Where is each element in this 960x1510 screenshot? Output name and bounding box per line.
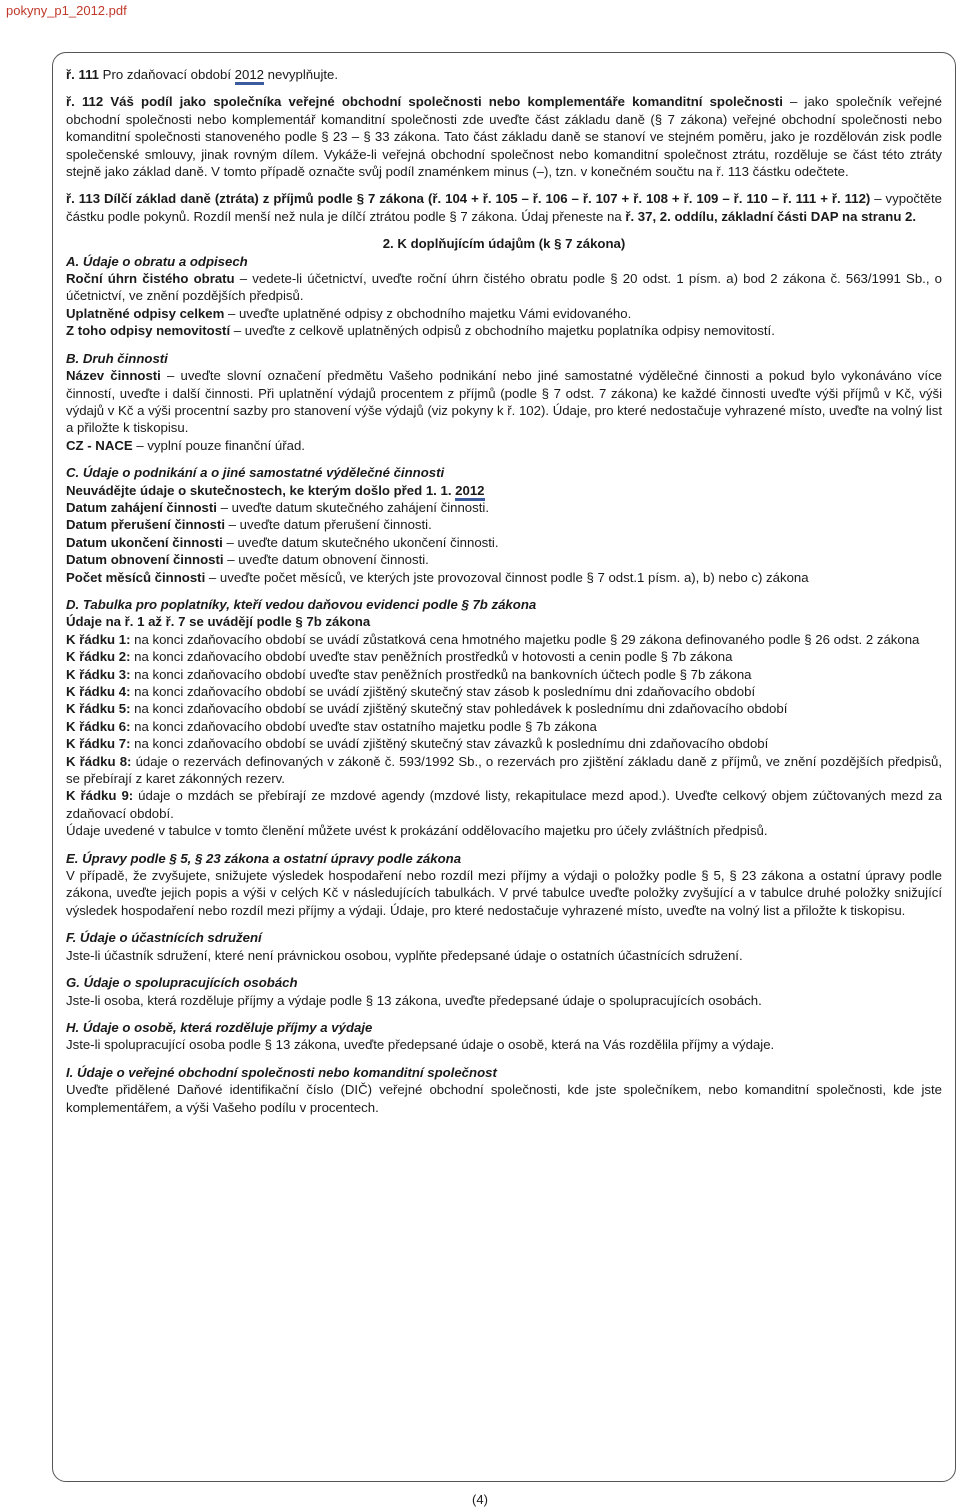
section-b-heading: B. Druh činnosti: [66, 350, 168, 366]
file-title: pokyny_p1_2012.pdf: [6, 3, 127, 18]
r111-year: 2012: [235, 67, 264, 85]
c-item: [66, 569, 942, 586]
d-row: [66, 683, 942, 700]
c-item-bold: Datum přerušení činnosti: [66, 517, 226, 533]
r113-text: – vypočtěte částku podle pokynů. Rozdíl menší než nula je dílčí ztrátou podle § 7 zákona. Údaj přeneste na: [66, 191, 943, 224]
d-row-text: na konci zdaňovacího období uveďte stav peněžních prostředků v hotovosti a cenin podle § 7b zákona: [130, 649, 733, 665]
d-row: [66, 753, 942, 788]
c-item-text: – uveďte počet měsíců, ve kterých jste provozoval činnost podle § 7 odst.1 písm. a), b) nebo c) zákona: [205, 569, 809, 585]
d-row-bold: K řádku 1:: [66, 631, 131, 647]
section-e-heading: E. Úpravy podle § 5, § 23 zákona a ostatní úpravy podle zákona: [66, 850, 462, 866]
d-row-bold: K řádku 7:: [66, 736, 131, 752]
r111-tail: nevyplňujte.: [264, 67, 339, 82]
a-line2-text: – uveďte uplatněné odpisy z obchodního majetku Vámi evidovaného.: [224, 305, 632, 321]
d-row: [66, 666, 942, 683]
d-row-text: na konci zdaňovacího období se uvádí zůstatková cena hmotného majetku podle § 29 zákona definovaného podle § 26 odst. 2 zákona: [130, 631, 920, 647]
b-line2-bold: CZ - NACE: [66, 437, 133, 453]
d-row-bold: K řádku 3:: [66, 666, 131, 682]
section-f-heading: F. Údaje o účastnících sdružení: [66, 930, 262, 946]
section-c-heading: C. Údaje o podnikání a o jiné samostatné výdělečné činnosti: [66, 465, 445, 481]
section2-title-text: 2. K doplňujícím údajům (k § 7 zákona): [382, 236, 626, 252]
i-text: Uveďte přidělené Daňové identifikační číslo (DIČ) veřejné obchodní společnosti, kde jste společníkem, nebo komanditní společnosti, kde jste komplementářem, a výši Vašeho podílu v procentech.: [66, 1082, 942, 1115]
section-g-heading: G. Údaje o spolupracujících osobách: [66, 975, 298, 991]
a-line2-bold: Uplatněné odpisy celkem: [66, 305, 225, 321]
r113-paragraph: [66, 190, 942, 225]
b-line1-bold: Název činnosti: [66, 368, 161, 384]
r113-bold: ř. 113 Dílčí základ daně (ztráta) z příjmů podle § 7 zákona (ř. 104 + ř. 105 – ř. 106 – ř. 107 + ř. 108 + ř. 109 – ř. 110 – ř. 111 + ř. 112): [66, 191, 871, 207]
r113-bold2: ř. 37, 2. oddílu, základní části DAP na stranu 2.: [625, 208, 917, 224]
d-row: [66, 631, 942, 648]
c-item-bold: Datum ukončení činnosti: [66, 534, 223, 550]
a-line3: [66, 322, 942, 339]
page-number: (4): [472, 1492, 488, 1507]
c-item: [66, 534, 942, 551]
c-item-text: – uveďte datum přerušení činnosti.: [225, 517, 432, 533]
a-line3-text: – uveďte z celkově uplatněných odpisů z obchodního majetku poplatníka odpisy nemovitostí.: [230, 323, 775, 339]
document-content: [66, 66, 942, 1116]
d-row-text: na konci zdaňovacího období uveďte stav peněžních prostředků na bankovních účtech podle § 7b zákona: [130, 666, 752, 682]
r112-label: ř. 112: [66, 94, 104, 110]
c-item-text: – uveďte datum obnovení činnosti.: [223, 552, 429, 568]
r112-paragraph: [66, 93, 942, 180]
d-row-text: na konci zdaňovacího období se uvádí zjištěný skutečný stav zásob k poslednímu dni zdaňovacího období: [130, 684, 756, 699]
a-line1-text: – vedete-li účetnictví, uveďte roční úhrn čistého obratu podle § 20 odst. 1 písm. a) bod 2 zákona č. 563/1991 Sb., o účetnictví, ve znění pozdějších předpisů.: [66, 271, 942, 304]
e-text: V případě, že zvyšujete, snižujete výsledek hospodaření nebo rozdíl mezi příjmy a výdaji o položky podle § 5, § 23 zákona a ostatní úpravy podle zákona, uveďte jejich popis a výši v celých Kč v následujících tabulkách. V prvé tabulce uveďte položky zvyšující a v tabulce druhé položky snižující výsledek hospodaření nebo rozdíl mezi příjmy a výdaji. Údaje, pro které nedostačuje vyhrazené místo, uveďte na volný list a přiložte k tiskopisu.: [66, 868, 942, 918]
a-line3-bold: Z toho odpisy nemovitostí: [66, 323, 231, 339]
b-line2-text: – vyplní pouze finanční úřad.: [132, 437, 305, 453]
d-subheading-text: Údaje na ř. 1 až ř. 7 se uvádějí podle § 7b zákona: [66, 614, 371, 630]
c-subheading-year: 2012: [455, 483, 484, 501]
d-row-text: údaje o rezervách definovaných v zákoně č. 593/1992 Sb., o rezervách pro zjištění základu daně z příjmů, ve znění pozdějších předpisů, se přebírají z karet zákonných rezerv.: [66, 753, 942, 787]
section-a-heading: A. Údaje o obratu a odpisech: [66, 253, 248, 269]
r111-label: ř. 111: [66, 67, 100, 82]
r111-text: Pro zdaňovací období: [99, 67, 235, 82]
d-row: [66, 787, 942, 822]
d-row-text: na konci zdaňovacího období se uvádí zjištěný skutečný stav závazků k poslednímu dni zdaňovacího období: [130, 736, 769, 752]
c-subheading: [66, 482, 942, 499]
d-row-bold: K řádku 2:: [66, 649, 131, 665]
d-row-bold: K řádku 4:: [66, 684, 131, 699]
c-subheading-text: Neuvádějte údaje o skutečnostech, ke kterým došlo před 1. 1.: [66, 482, 456, 498]
r111-paragraph: [66, 66, 942, 83]
d-row-bold: K řádku 8:: [66, 753, 132, 769]
f-text: Jste-li účastník sdružení, které není právnickou osobou, vyplňte předepsané údaje o ostatních účastnících sdružení.: [66, 947, 743, 963]
d-row: [66, 735, 942, 752]
c-item-text: – uveďte datum skutečného zahájení činnosti.: [216, 499, 489, 515]
d-row: [66, 700, 942, 717]
a-line2: [66, 305, 942, 322]
d-subheading: [66, 613, 942, 630]
d-row-bold: K řádku 9:: [66, 788, 134, 804]
d-row-text: na konci zdaňovacího období uveďte stav ostatního majetku podle § 7b zákona: [130, 718, 597, 734]
section-h-heading: H. Údaje o osobě, která rozděluje příjmy a výdaje: [66, 1019, 373, 1035]
b-line1: [66, 367, 942, 437]
r112-bold: Váš podíl jako společníka veřejné obchodní společnosti nebo komplementáře komanditní společnosti: [103, 94, 783, 110]
g-text: Jste-li osoba, která rozděluje příjmy a výdaje podle § 13 zákona, uveďte předepsané údaje o spolupracujících osobách.: [66, 992, 762, 1008]
c-item-bold: Datum zahájení činnosti: [66, 499, 217, 515]
d-row-bold: K řádku 5:: [66, 701, 131, 717]
d-row: [66, 648, 942, 665]
d-row-text: na konci zdaňovacího období se uvádí zjištěný skutečný stav pohledávek k poslednímu dni zdaňovacího období: [130, 701, 788, 717]
r112-text: – jako společník veřejné obchodní společnosti nebo komplementář komanditní společnosti zde uveďte část základu daně (§ 7 zákona) veřejné obchodní společnosti nebo komanditní společnosti stanoveného podle § 23 – § 33 zákona. Tato část základu daně se stanoví ve stejném poměru, jako je rozdělován zisk podle společenské smlouvy, jinak rovným dílem. Vykáže-li veřejná obchodní společnost nebo komanditní společnost ztrátu, rozděluje se část této ztráty stejně jako základ daně. V tomto případě označte svůj podíl znaménkem minus (–), tzn. v konečném součtu na ř. 113 částku odečtete.: [66, 94, 942, 180]
c-item-bold: Datum obnovení činnosti: [66, 552, 224, 568]
a-line1-bold: Roční úhrn čistého obratu: [66, 271, 235, 287]
d-row-text: údaje o mzdách se přebírají ze mzdové agendy (mzdové listy, rekapitulace mezd apod.). Uveďte celkový objem zúčtovaných mezd za zdaňovací období.: [66, 788, 942, 821]
d-row-bold: K řádku 6:: [66, 718, 131, 734]
b-line1-text: – uveďte slovní označení předmětu Vašeho podnikání nebo jiné samostatné výdělečné činnosti a pokud bylo vykonáváno více činností, uveďte i další činnosti. Při uplatnění výdajů procentem z příjmů (podle § 7 odst. 7 zákona) ke každé činnosti uveďte výši příjmů v Kč, výši výdajů v Kč a výši procentní sazby pro stanovení výše výdajů (viz pokyny k ř. 102). Údaje, pro které nedostačuje vyhrazené místo, uveďte na volný list a přiložte k tiskopisu.: [66, 368, 942, 436]
c-item: [66, 551, 942, 568]
b-line2: [66, 437, 942, 454]
c-item: [66, 516, 942, 533]
section2-title: [66, 235, 942, 252]
c-item-bold: Počet měsíců činnosti: [66, 569, 206, 585]
c-items-list: [66, 499, 942, 586]
c-item: [66, 499, 942, 516]
section-i-heading: I. Údaje o veřejné obchodní společnosti nebo komanditní společnost: [66, 1064, 497, 1080]
a-line1: [66, 270, 942, 305]
section-d-heading: D. Tabulka pro poplatníky, kteří vedou daňovou evidenci podle § 7b zákona: [66, 596, 537, 612]
d-row: [66, 718, 942, 735]
c-item-text: – uveďte datum skutečného ukončení činnosti.: [222, 534, 499, 550]
h-text: Jste-li spolupracující osoba podle § 13 zákona, uveďte předepsané údaje o osobě, která na Vás rozdělila příjmy a výdaje.: [66, 1037, 775, 1053]
d-note: Údaje uvedené v tabulce v tomto členění můžete uvést k prokázání oddělovacího majetku pro účely zvláštních předpisů.: [66, 823, 768, 839]
d-rows-list: [66, 631, 942, 822]
